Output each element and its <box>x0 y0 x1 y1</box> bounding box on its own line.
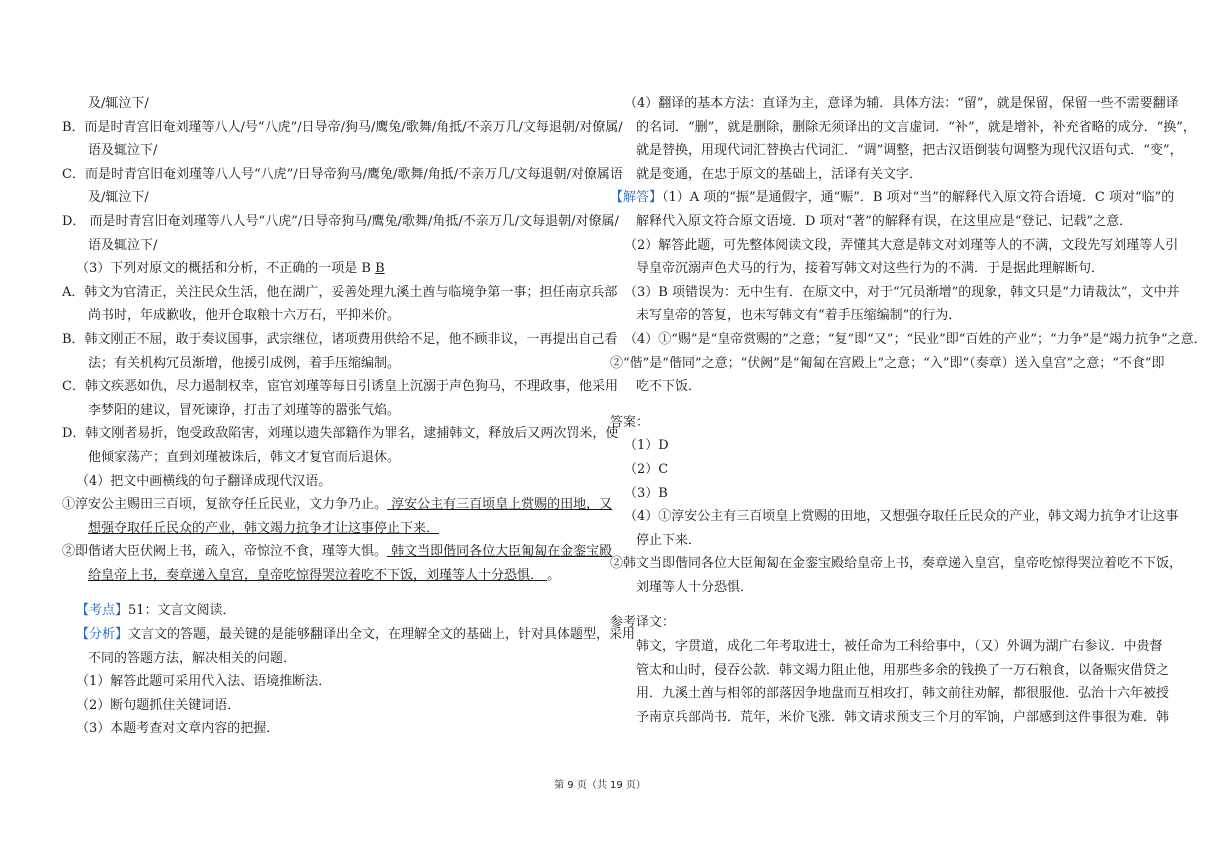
line-text: （3）下列对原文的概括和分析，不正确的一项是 B <box>76 261 376 277</box>
text-line <box>610 257 1142 281</box>
line-tail: 。 <box>547 567 561 583</box>
line-text: 解释代入原文符合原文语境．D 项对“著”的解释有误，在这里应是“登记、记载”之意． <box>636 213 1133 229</box>
text-line <box>610 682 1170 706</box>
line-text: 语及辄泣下/ <box>88 143 158 159</box>
line-text: 停止下来． <box>636 532 702 548</box>
line-text: （2）解答此题，可先整体阅读文段，弄懂其大意是韩文对刘瑾等人的不满，文段先写刘瑾等人引 <box>624 237 1179 253</box>
line-text: 尚书时，年成歉收，他开仓取粮十六万石，平抑米价。 <box>88 308 401 324</box>
text-line <box>62 623 636 647</box>
right-column <box>610 92 1207 729</box>
text-line <box>62 163 623 187</box>
text-line <box>610 611 1142 635</box>
text-line <box>62 717 592 741</box>
line-text: （4）把文中画横线的句子翻译成现代汉语。 <box>76 473 332 489</box>
line-text: 韩文，字贯道，成化二年考取进士，被任命为工科给事中，（又）外调为湖广右参议．中贵督 <box>636 639 1163 655</box>
section-tag: 【分析】 <box>76 627 129 643</box>
text-line <box>62 281 618 305</box>
line-text: 答案： <box>610 414 650 430</box>
spacer <box>610 399 1142 411</box>
line-text: （3）本题考查对文章内容的把握． <box>76 721 280 737</box>
text-line <box>62 328 618 352</box>
line-text: （4）①淳安公主有三百顷皇上赏赐的田地，又想强夺取任丘民众的产业，韩文竭力抗争才让这事 <box>624 509 1179 525</box>
text-line <box>62 670 592 694</box>
line-text: D．韩文刚者易折，饱受政敌陷害，刘瑾以遗失部籍作为罪名，逮捕韩文，释放后又两次罚米，使 <box>62 426 619 442</box>
line-text: 他倾家荡产；直到刘瑾被诛后，韩文才复官而后退休。 <box>88 449 401 465</box>
line-text: 参考译文： <box>610 615 676 631</box>
text-line <box>610 281 1180 305</box>
line-text: 吃不下饭． <box>636 379 702 395</box>
line-text: 及/辄泣下/ <box>88 190 149 206</box>
text-line <box>62 399 592 423</box>
underlined-answer: 韩文当即偕同各位大臣匍匐在金銮宝殿 <box>387 544 613 560</box>
line-text: ①淳安公主赐田三百顷，复欲夺任丘民业，文力争乃止。 <box>62 497 388 513</box>
line-text: 51：文言文阅读． <box>128 603 236 619</box>
text-line <box>610 163 1142 187</box>
line-text: 的名词．“删”，就是删除，删除无须译出的文言虚词．“补”，就是增补，补充省略的成分．“换”， <box>636 119 1196 135</box>
line-text: （1）A 项的“振”是通假字，通“赈”．B 项对“当”的解释代入原文符合语境．C 项对“临”的 <box>662 190 1175 206</box>
line-text: A．韩文为官清正，关注民众生活，他在湖广，妥善处理九溪土酋与临境争第一事；担任南京兵部 <box>62 284 618 300</box>
line-text: 语及辄泣下/ <box>88 237 158 253</box>
text-line <box>62 116 623 140</box>
text-line <box>610 210 1142 234</box>
line-text: （3）B 项错误为：无中生有．在原文中，对于“冗员渐增”的现象，韩文只是“力请裁汰”，文中并 <box>624 284 1180 300</box>
line-text: 及/辄泣下/ <box>88 96 149 111</box>
line-text: 导皇帝沉溺声色犬马的行为，接着写韩文对这些行为的不满．于是据此理解断句． <box>636 261 1105 277</box>
text-line <box>610 635 1163 659</box>
section-tag: 【解答】 <box>610 190 663 206</box>
line-text: （4）翻译的基本方法：直译为主，意译为辅．具体方法：“留”，就是保留，保留一些不需要翻译 <box>624 96 1179 111</box>
line-text: 未写皇帝的答复，也未写韩文有“着手压缩编制”的行为． <box>636 308 962 324</box>
text-line <box>610 352 1165 376</box>
text-line <box>62 352 592 376</box>
text-line <box>62 564 592 588</box>
text-line <box>62 186 592 210</box>
line-text: （2）断句题抓住关键词语． <box>76 697 241 713</box>
line-text: 管太和山时，侵吞公款．韩文竭力阻止他，用那些多余的钱换了一万石粮食，以备赈灾借贷之 <box>636 662 1170 678</box>
text-line <box>62 517 592 541</box>
line-text: 予南京兵部尚书．荒年，米价飞涨．韩文请求预支三个月的军饷，户部感到这件事很为难．韩 <box>636 709 1170 725</box>
text-line <box>610 234 1179 258</box>
text-line <box>610 706 1170 730</box>
section-tag: 【考点】 <box>76 603 129 619</box>
text-line <box>62 540 613 564</box>
line-text: ②即偕诸大臣伏阙上书，疏入，帝惊泣不食，瑾等大惧。 <box>62 544 388 560</box>
line-text: ②“偕”是“偕同”之意；“伏阙”是“匍匐在宫殿上”之意；“入”即“（奏章）送入皇宫”之意；“不食”即 <box>610 355 1165 371</box>
text-line <box>610 328 1207 352</box>
text-line <box>62 234 592 258</box>
page-footer: 第 9 页（共 19 页） <box>554 780 646 791</box>
text-line <box>610 458 1142 482</box>
spacer <box>610 599 1142 611</box>
text-line <box>610 411 1142 435</box>
text-line <box>62 647 592 671</box>
line-text: 文言文的答题，最关键的是能够翻译出全文，在理解全文的基础上，针对具体题型，采用 <box>128 627 636 643</box>
line-text: （3）B <box>624 485 668 501</box>
line-text: B．韩文刚正不屈，敢于奏议国事，武宗继位，诸项费用供给不足，他不顾非议，一再提出自己看 <box>62 331 618 347</box>
underlined-answer: 想强夺取任丘民众的产业，韩文竭力抗争才让这事停止下来． <box>88 520 440 536</box>
text-line <box>62 257 592 281</box>
line-text: （2）C <box>624 461 669 477</box>
line-text: ②韩文当即偕同各位大臣匍匐在金銮宝殿给皇帝上书，奏章递入皇宫，皇帝吃惊得哭泣着吃不下饭， <box>610 556 1183 572</box>
text-line <box>610 576 1142 600</box>
text-line <box>610 482 1142 506</box>
text-line <box>62 470 592 494</box>
line-text: 用．九溪土酋与相邻的部落因争地盘而互相攻打，韩文前往劝解，都很服他．弘治十六年被授 <box>636 686 1170 702</box>
text-line <box>62 422 619 446</box>
text-line <box>610 375 1142 399</box>
text-line <box>62 210 619 234</box>
text-line <box>62 92 592 116</box>
line-text: （4）①“赐”是“皇帝赏赐的”之意；“复”即“又”；“民业”即“百姓的产业”；“力争”是“竭力抗争”之意． <box>624 331 1207 347</box>
text-line <box>610 659 1170 683</box>
line-text: B．而是时青宫旧奄刘瑾等八人/号“八虎”/日导帝/狗马/鹰兔/歌舞/角抵/不亲万几/文每退朝/对僚属/ <box>62 119 623 135</box>
line-text: D． 而是时青宫旧奄刘瑾等八人号“八虎”/日导帝狗马/鹰兔/歌舞/角抵/不亲万几/文每退朝/对僚属/ <box>62 213 619 229</box>
text-line <box>610 304 1142 328</box>
line-text: 就是替换，用现代词汇替换古代词汇．“调”调整，把古汉语倒装句调整为现代汉语句式．“变”， <box>636 143 1183 159</box>
line-text: 不同的答题方法，解决相关的问题． <box>88 650 297 666</box>
text-line <box>62 599 592 623</box>
line-text: 法；有关机构冗员渐增，他援引成例，着手压缩编制。 <box>88 355 401 371</box>
text-line <box>610 139 1183 163</box>
line-text: （1）D <box>624 438 669 454</box>
underlined-answer: 淳安公主有三百顷皇上赏赐的田地，又 <box>387 497 613 513</box>
line-text: C．韩文疾恶如仇，尽力遏制权幸，宦官刘瑾等每日引诱皇上沉溺于声色狗马，不理政事，他采用 <box>62 379 618 395</box>
text-line <box>610 92 1179 116</box>
text-line <box>610 552 1183 576</box>
text-line <box>610 434 1142 458</box>
underlined-answer: B <box>375 261 385 277</box>
line-text: 就是变通，在忠于原文的基础上，活译有关文字． <box>636 166 923 182</box>
text-line <box>610 505 1179 529</box>
line-text: 刘瑾等人十分恐惧． <box>636 579 754 595</box>
text-line <box>62 304 592 328</box>
text-line <box>62 493 613 517</box>
text-line <box>62 694 592 718</box>
line-text: （1）解答此题可采用代入法、语境推断法． <box>76 674 332 690</box>
underlined-answer: 给皇帝上书，奏章递入皇宫，皇帝吃惊得哭泣着吃不下饭，刘瑾等人十分恐惧． <box>88 567 548 583</box>
text-line <box>62 139 592 163</box>
spacer <box>62 587 592 599</box>
text-line <box>610 116 1196 140</box>
text-line <box>610 529 1142 553</box>
line-text: 李梦阳的建议，冒死谏诤，打击了刘瑾等的嚣张气焰。 <box>88 402 401 418</box>
line-text: C．而是时青宫旧奄刘瑾等八人号“八虎”/日导帝狗马/鹰兔/歌舞/角抵/不亲万几/文每退朝/对僚属语 <box>62 166 623 182</box>
text-line <box>610 186 1175 210</box>
text-line <box>62 375 618 399</box>
text-line <box>62 446 592 470</box>
